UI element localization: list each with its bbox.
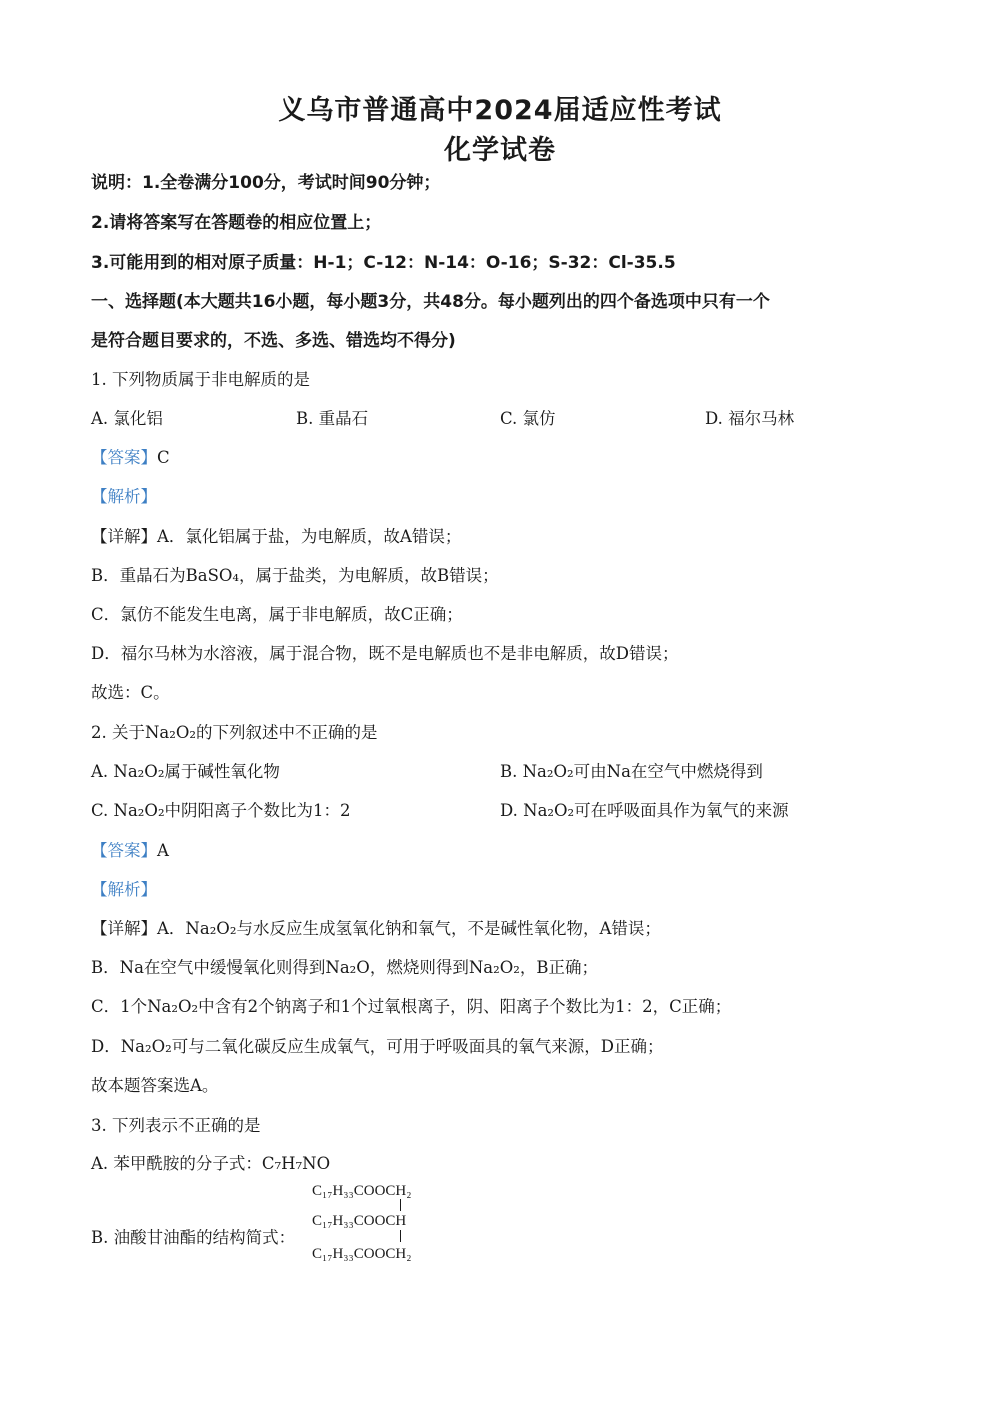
q1-answer <box>91 447 170 469</box>
answer-tag: 【答案】 <box>91 841 157 860</box>
bond-line-1 <box>400 1199 401 1211</box>
detail-text: A．氯化铝属于盐，为电解质，故A错误； <box>157 527 462 546</box>
bond-line-2 <box>400 1230 401 1242</box>
q2-option-a: A. Na₂O₂属于碱性氧化物 <box>91 762 280 781</box>
q2-detail-2: B．Na在空气中缓慢氧化则得到Na₂O，燃烧则得到Na₂O₂，B正确； <box>91 958 598 977</box>
answer-tag: 【答案】 <box>91 448 157 467</box>
exam-subtitle: 化学试卷 <box>444 135 556 166</box>
section-heading: 一、选择题(本大题共16小题，每小题3分，共48分。每小题列出的四个备选项中只有一个 <box>91 292 770 312</box>
q3-stem: 3. 下列表示不正确的是 <box>91 1116 261 1135</box>
detail-tag: 【详解】 <box>91 919 157 938</box>
section-heading-cont: 是符合题目要求的，不选、多选、错选均不得分) <box>91 331 456 351</box>
q2-option-c: C. Na₂O₂中阴阳离子个数比为1：2 <box>91 801 351 820</box>
note-1: 说明：1.全卷满分100分，考试时间90分钟； <box>91 173 441 193</box>
q1-detail-3: C．氯仿不能发生电离，属于非电解质，故C正确； <box>91 605 463 624</box>
q2-detail-1 <box>91 918 661 940</box>
answer-value: C <box>157 448 170 467</box>
formula-line-3: C₁₇H₃₃COOCH₂ <box>312 1246 412 1262</box>
q1-option-d: D. 福尔马林 <box>705 409 795 428</box>
note-2: 2.请将答案写在答题卷的相应位置上； <box>91 213 382 233</box>
q2-stem: 2. 关于Na₂O₂的下列叙述中不正确的是 <box>91 723 378 742</box>
exam-title: 义乌市普通高中2024届适应性考试 <box>278 95 722 126</box>
q2-option-b: B. Na₂O₂可由Na在空气中燃烧得到 <box>500 762 763 781</box>
q2-analysis-tag: 【解析】 <box>91 880 157 899</box>
q1-option-a: A. 氯化铝 <box>91 409 163 428</box>
detail-text: A．Na₂O₂与水反应生成氢氧化钠和氧气，不是碱性氧化物，A错误； <box>157 919 661 938</box>
q1-option-b: B. 重晶石 <box>296 409 369 428</box>
q2-conclusion: 故本题答案选A。 <box>91 1076 219 1095</box>
q1-option-c: C. 氯仿 <box>500 409 556 428</box>
formula-line-2: C₁₇H₃₃COOCH <box>312 1213 407 1229</box>
q2-detail-4: D．Na₂O₂可与二氧化碳反应生成氧气，可用于呼吸面具的氧气来源，D正确； <box>91 1037 664 1056</box>
q3-option-b-label: B. 油酸甘油酯的结构简式： <box>91 1228 296 1247</box>
note-3: 3.可能用到的相对原子质量：H-1；C-12：N-14：O-16；S-32：Cl-35.5 <box>91 253 676 273</box>
q1-detail-4: D．福尔马林为水溶液，属于混合物，既不是电解质也不是非电解质，故D错误； <box>91 644 679 663</box>
q3-option-a: A. 苯甲酰胺的分子式：C₇H₇NO <box>91 1154 331 1173</box>
answer-value: A <box>157 841 169 860</box>
q1-analysis-tag: 【解析】 <box>91 487 157 506</box>
q2-answer <box>91 840 169 862</box>
q1-detail-2: B．重晶石为BaSO₄，属于盐类，为电解质，故B错误； <box>91 566 499 585</box>
q1-detail-1 <box>91 526 461 548</box>
q2-detail-3: C．1个Na₂O₂中含有2个钠离子和1个过氧根离子，阴、阳离子个数比为1：2，C正确； <box>91 997 732 1016</box>
q2-option-d: D. Na₂O₂可在呼吸面具作为氧气的来源 <box>500 801 789 820</box>
q1-stem: 1. 下列物质属于非电解质的是 <box>91 370 310 389</box>
detail-tag: 【详解】 <box>91 527 157 546</box>
formula-line-1: C₁₇H₃₃COOCH₂ <box>312 1183 412 1199</box>
q1-conclusion: 故选：C。 <box>91 683 170 702</box>
